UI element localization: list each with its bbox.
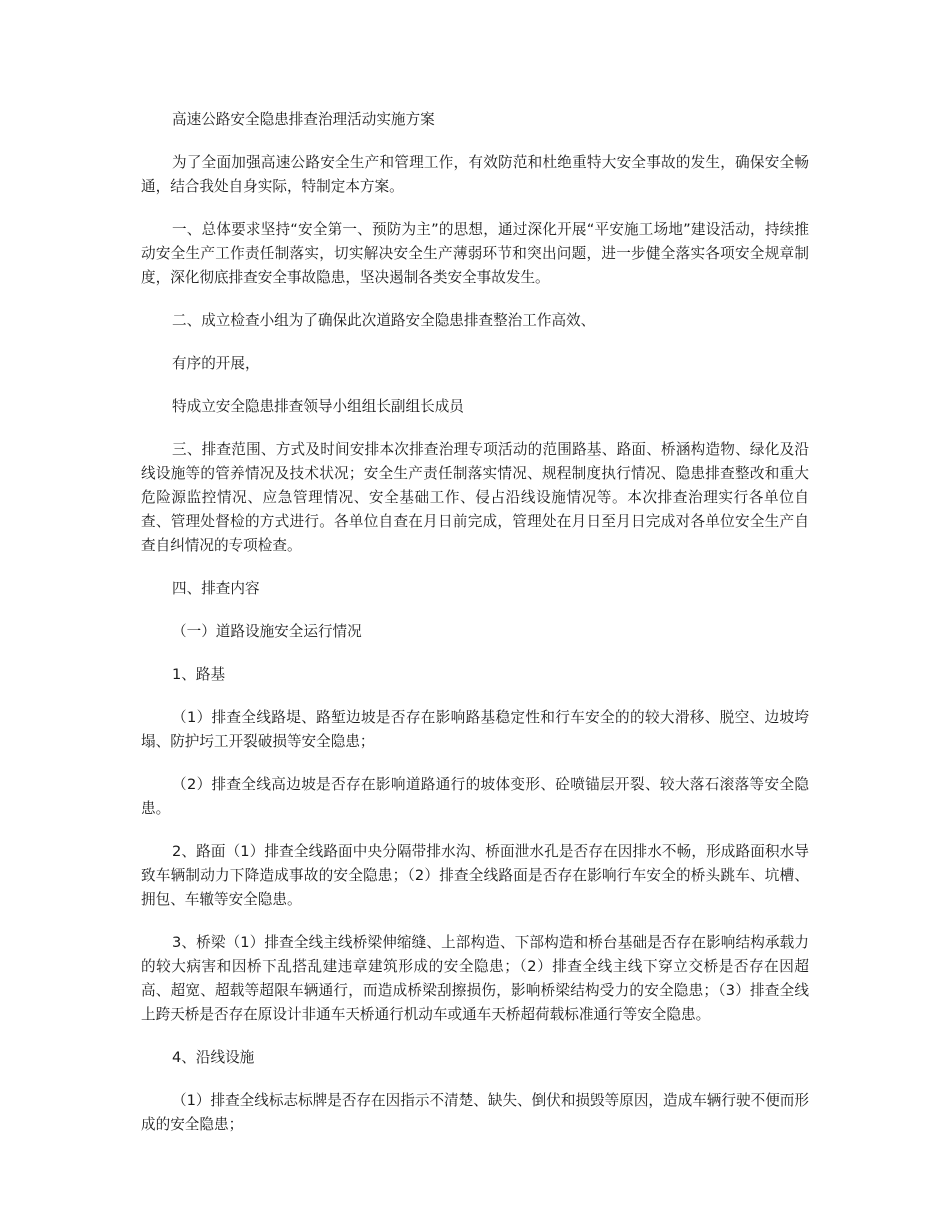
subsection-heading-road-facilities: （一）道路设施安全运行情况 <box>172 623 362 640</box>
paragraph-subgrade-2: （2）排查全线高边坡是否存在影响道路通行的坡体变形、砼喷锚层开裂、较大落石滚落等安全隐患。 <box>141 776 809 817</box>
paragraph-scope: 三、排查范围、方式及时间安排本次排查治理专项活动的范围路基、路面、桥涵构造物、绿化及沿线设施等的管养情况及技术状况；安全生产责任制落实情况、规程制度执行情况、隐患排查整改和重大危险源监控情况、应急管理情况、安全基础工作、侵占沿线设施情况等。本次排查治理实行各单位自查、管理处督检的方式进行。各单位自查在月日前完成，管理处在月日至月日完成对各单位安全生产自查自纠情况的专项检查。 <box>141 441 809 554</box>
paragraph-inspection-group: 二、成立检查小组为了确保此次道路安全隐患排查整治工作高效、 <box>172 312 596 329</box>
paragraph-subgrade-1: （1）排查全线路堤、路堑边坡是否存在影响路基稳定性和行车安全的的较大滑移、脱空、边坡垮塌、防护圬工开裂破损等安全隐患； <box>141 709 809 750</box>
paragraph-bridges: 3、桥梁（1）排查全线主线桥梁伸缩缝、上部构造、下部构造和桥台基础是否存在影响结构承载力的较大病害和因桥下乱搭乱建违章建筑形成的安全隐患；（2）排查全线主线下穿立交桥是否存在因超高、超宽、超载等超限车辆通行，而造成桥梁刮擦损伤，影响桥梁结构受力的安全隐患；（3）排查全线上跨天桥是否存在原设计非通车天桥通行机动车或通车天桥超荷载标准通行等安全隐患。 <box>141 934 809 1023</box>
paragraph-general-requirements: 一、总体要求坚持“安全第一、预防为主”的思想，通过深化开展“平安施工场地”建设活动，持续推动安全生产工作责任制落实，切实解决安全生产薄弱环节和突出问题，进一步健全落实各项安全规章制度，深化彻底排查安全事故隐患，坚决遏制各类安全事故发生。 <box>141 221 809 286</box>
item-heading-subgrade: 1、路基 <box>172 666 226 683</box>
paragraph-leadership-group: 特成立安全隐患排查领导小组组长副组长成员 <box>172 398 464 415</box>
document-title: 高速公路安全隐患排查治理活动实施方案 <box>172 111 435 128</box>
paragraph-pavement: 2、路面（1）排查全线路面中央分隔带排水沟、桥面泄水孔是否存在因排水不畅，形成路面积水导致车辆制动力下降造成事故的安全隐患；（2）排查全线路面是否存在影响行车安全的桥头跳车、坑槽、拥包、车辙等安全隐患。 <box>141 843 809 908</box>
section-heading-content: 四、排查内容 <box>172 580 260 597</box>
paragraph-intro: 为了全面加强高速公路安全生产和管理工作，有效防范和杜绝重特大安全事故的发生，确保安全畅通，结合我处自身实际，特制定本方案。 <box>141 154 809 195</box>
paragraph-signs: （1）排查全线标志标牌是否存在因指示不清楚、缺失、倒伏和损毁等原因，造成车辆行驶不便而形成的安全隐患； <box>141 1092 809 1133</box>
item-heading-roadside-facilities: 4、沿线设施 <box>172 1049 255 1066</box>
document-body <box>141 108 809 1156</box>
paragraph-orderly: 有序的开展， <box>172 355 260 372</box>
